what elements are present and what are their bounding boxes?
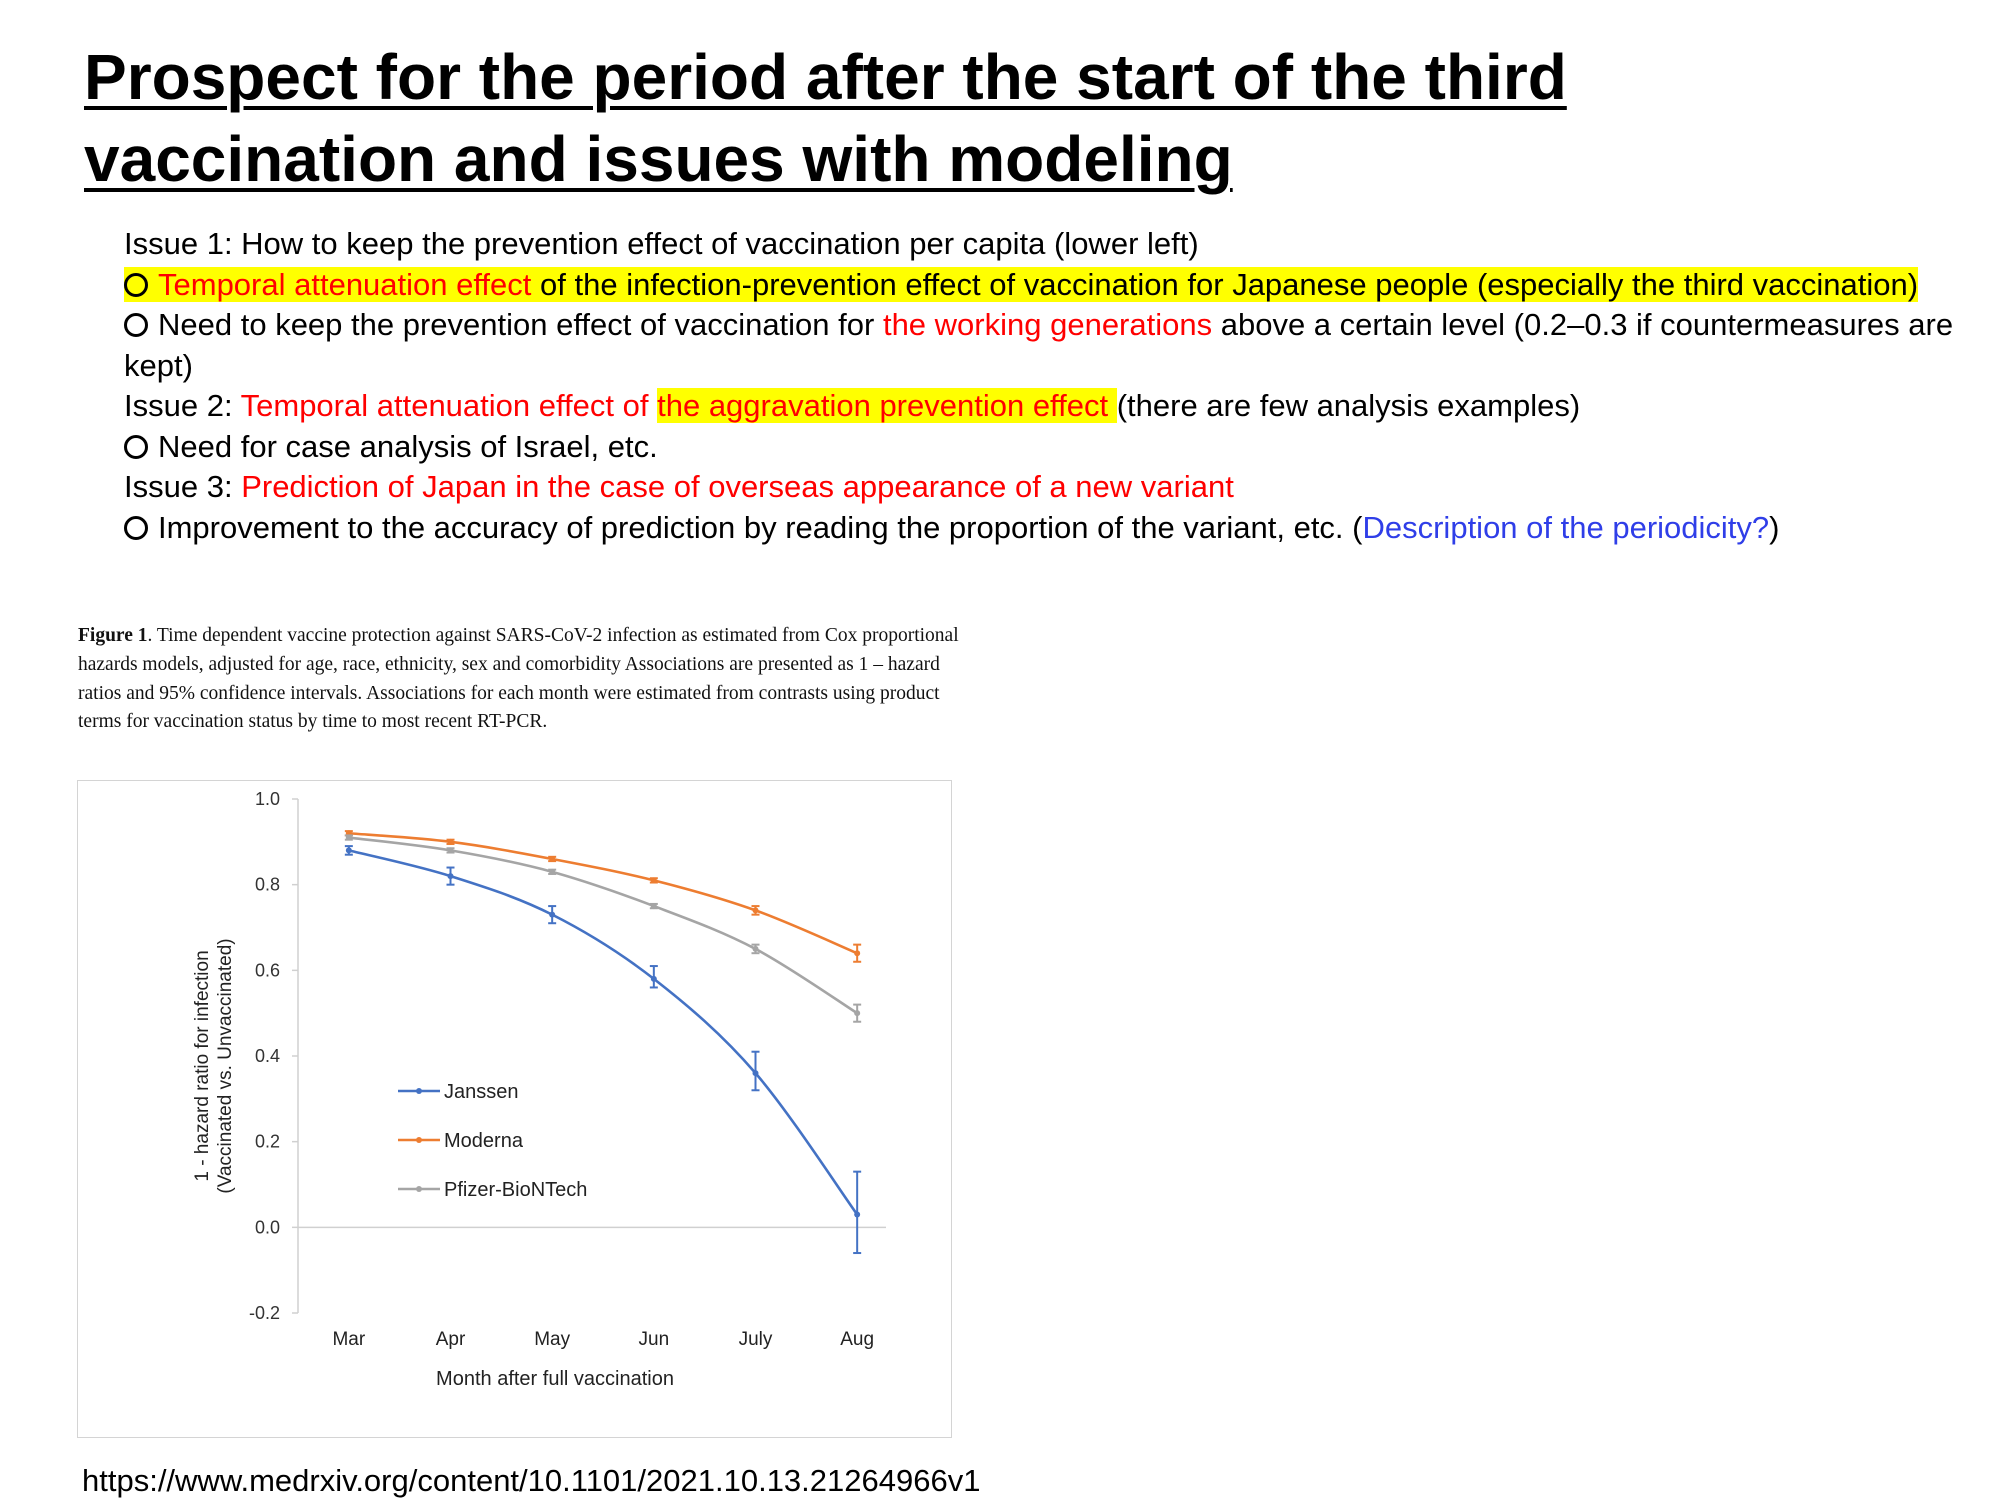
figure-panel <box>77 780 952 1438</box>
issues-list <box>124 224 1954 548</box>
data-point-janssen <box>753 1070 759 1076</box>
data-point-moderna <box>854 950 860 956</box>
issue-1-bullet-2-red: the working generations <box>882 307 1213 342</box>
series-line-pfizer-biontech <box>349 838 857 1014</box>
series-line-janssen <box>349 850 857 1214</box>
y-tick-label: 0.2 <box>254 1131 280 1152</box>
figure-caption-text: . Time dependent vaccine protection against SARS-CoV-2 infection as estimated from Cox proportional hazards models, adjusted for age, race, ethnicity, sex and comorbidity Associations are presented as 1 – hazard ratios and 95% confidence intervals. Associations for each month were estimated from contrasts using product terms for vaccination status by time to most recent RT-PCR. <box>78 625 959 733</box>
y-axis-title-line2: (Vaccinated vs. Unvaccinated) <box>215 938 236 1194</box>
data-point-janssen <box>651 976 657 982</box>
x-tick-label: May <box>534 1329 571 1350</box>
issue-1-bullet-1 <box>124 265 1954 306</box>
circle-bullet-icon <box>124 435 148 459</box>
circle-bullet-icon <box>124 516 148 540</box>
y-tick-label: 0.8 <box>254 874 280 895</box>
issue-3-bullet-1-blue: Description of the periodicity? <box>1362 509 1770 545</box>
issue-1-heading: Issue 1: How to keep the prevention effect of vaccination per capita (lower left) <box>124 226 1199 261</box>
issue-2-heading <box>124 386 1954 427</box>
y-tick-label: 0.4 <box>254 1046 280 1066</box>
data-point-pfizer-biontech <box>448 847 454 853</box>
issue-1-bullet-1-red: Temporal attenuation effect <box>158 266 532 302</box>
data-point-moderna <box>549 856 555 862</box>
data-point-pfizer-biontech <box>346 835 352 841</box>
issue-2-post: (there are few analysis examples) <box>1116 388 1581 423</box>
x-tick-label: Jun <box>638 1329 670 1350</box>
circle-bullet-icon <box>124 273 148 297</box>
data-point-janssen <box>549 912 555 918</box>
issue-2-prefix: Issue 2: <box>124 388 241 423</box>
legend-label-janssen: Janssen <box>444 1081 519 1103</box>
issue-3-red: Prediction of Japan in the case of overseas appearance of a new variant <box>241 469 1234 504</box>
issue-1-bullet-2 <box>124 305 1954 386</box>
issue-1-bullet-2-pre: Need to keep the prevention effect of vaccination for <box>158 307 883 342</box>
issue-3-bullet-1 <box>124 508 1954 549</box>
issue-1-bullet-2-post: above a certain level (0.2–0.3 if countermeasures are kept) <box>124 307 1954 383</box>
y-tick-label: 1.0 <box>254 789 280 809</box>
x-tick-label: Mar <box>332 1329 366 1350</box>
x-tick-label: Apr <box>435 1329 466 1350</box>
legend-marker-janssen <box>416 1088 422 1094</box>
data-point-janssen <box>448 873 454 879</box>
data-point-pfizer-biontech <box>651 903 657 909</box>
y-axis-title-line1: 1 - hazard ratio for infection <box>192 950 213 1182</box>
y-tick-label: 0.0 <box>254 1217 280 1238</box>
circle-bullet-icon <box>124 313 148 337</box>
data-point-pfizer-biontech <box>549 869 555 875</box>
legend-label-moderna: Moderna <box>444 1130 523 1152</box>
issue-2-bullet-1-text: Need for case analysis of Israel, etc. <box>158 428 658 464</box>
data-point-pfizer-biontech <box>854 1010 860 1016</box>
legend-marker-moderna <box>416 1137 422 1143</box>
data-point-moderna <box>448 839 454 845</box>
data-point-moderna <box>651 877 657 883</box>
data-point-moderna <box>753 907 759 913</box>
issue-2-bullet-1 <box>124 427 1954 468</box>
figure-caption-label: Figure 1 <box>78 625 148 646</box>
x-axis-title: Month after full vaccination <box>436 1368 674 1390</box>
legend-label-pfizer-biontech: Pfizer-BioNTech <box>444 1179 588 1201</box>
issue-2-red: Temporal attenuation effect of <box>240 388 658 423</box>
issue-1-bullet-1-rest: of the infection-prevention effect of vaccination for Japanese people (especially the third vaccination) <box>531 266 1919 302</box>
vaccine-protection-chart <box>78 781 951 1437</box>
data-point-janssen <box>854 1211 860 1217</box>
figure-caption <box>78 622 968 737</box>
data-point-janssen <box>346 847 352 853</box>
slide-title: Prospect for the period after the start of the third vaccination and issues with modeling <box>84 41 1567 195</box>
issue-3-bullet-1-post: ) <box>1769 509 1780 545</box>
legend-marker-pfizer-biontech <box>416 1186 422 1192</box>
issue-3-prefix: Issue 3: <box>124 469 242 504</box>
x-tick-label: July <box>738 1329 773 1350</box>
series-line-moderna <box>349 833 857 953</box>
issue-2-red-highlight: the aggravation prevention effect <box>657 388 1117 423</box>
source-url[interactable]: https://www.medrxiv.org/content/10.1101/2021.10.13.21264966v1 <box>82 1463 981 1498</box>
y-tick-label: 0.6 <box>254 960 280 981</box>
issue-3-heading <box>124 467 1954 508</box>
x-tick-label: Aug <box>840 1329 875 1350</box>
issue-3-bullet-1-pre: Improvement to the accuracy of prediction by reading the proportion of the variant, etc. ( <box>158 509 1363 545</box>
data-point-pfizer-biontech <box>753 946 759 952</box>
y-tick-label: -0.2 <box>248 1303 280 1323</box>
